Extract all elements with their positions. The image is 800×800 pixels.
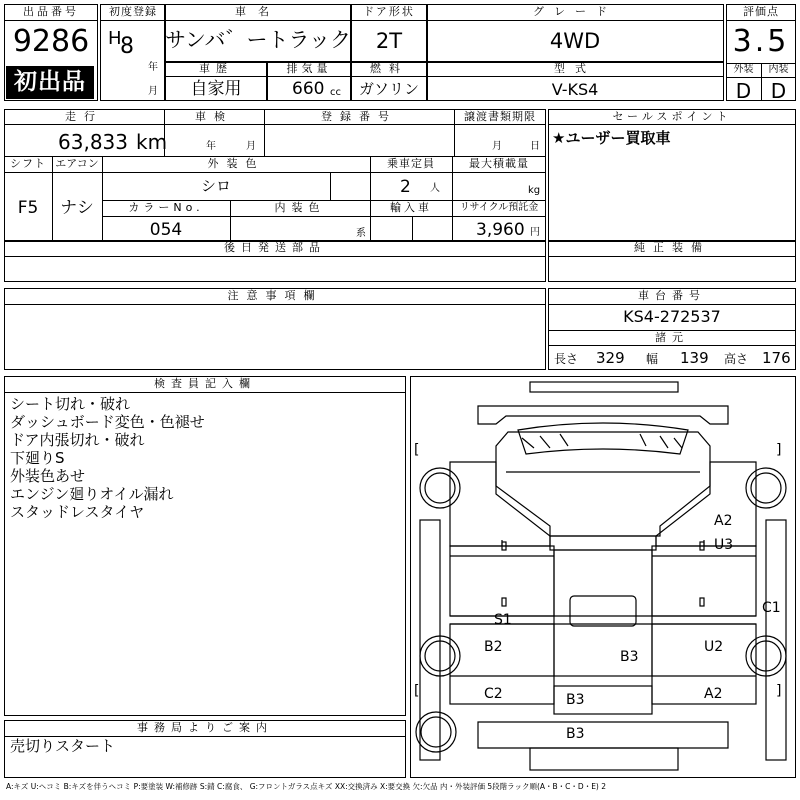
lot-number: 9286: [12, 24, 90, 59]
height-label: 高さ: [724, 352, 749, 366]
damage-label-u3: U3: [714, 537, 734, 553]
car-name-label: 車名: [235, 5, 281, 18]
displacement: 660: [292, 79, 325, 99]
transfer-month-unit: 月: [492, 141, 502, 152]
interior-color-label: 内装色: [274, 201, 326, 214]
capacity-unit: 人: [430, 183, 440, 194]
mileage-label: 走行: [65, 110, 103, 123]
score: 3.5: [732, 24, 790, 59]
office-message: 売切りスタート: [10, 737, 116, 755]
capacity: 2: [400, 177, 411, 197]
height: 176: [762, 349, 791, 367]
interior-grade: D: [770, 79, 787, 103]
grade: 4WD: [549, 29, 601, 53]
inspector-label: 検査員記入欄: [154, 377, 256, 390]
remark-line: シート切れ・破れ: [10, 395, 131, 413]
length: 329: [596, 349, 625, 367]
inspection-label: 車検: [195, 110, 233, 123]
color-number-label: カラーNo.: [128, 201, 204, 214]
air-conditioner-label: エアコン: [55, 157, 99, 170]
history-label: 車歴: [199, 62, 233, 75]
exterior-color: シロ: [200, 177, 231, 195]
bracket-mark: ]: [776, 683, 782, 699]
remark-line: スタッドレスタイヤ: [10, 503, 145, 521]
remark-line: ドア内張切れ・破れ: [10, 431, 145, 449]
grade-label: グレード: [533, 5, 617, 18]
door-type: 2T: [375, 29, 403, 53]
displacement-label: 排気量: [286, 62, 332, 75]
month-unit: 月: [148, 86, 158, 97]
width: 139: [680, 349, 709, 367]
damage-label-u2: U2: [704, 639, 724, 655]
damage-label-s1: S1: [494, 612, 512, 628]
max-load-label: 最大積載量: [469, 157, 529, 170]
width-label: 幅: [646, 352, 659, 366]
later-parts-label: 後日発送部品: [224, 241, 326, 254]
damage-label-a2-front-right: A2: [714, 513, 733, 529]
import-label: 輸入車: [390, 201, 432, 214]
model: V-KS4: [551, 80, 599, 99]
year-unit: 年: [148, 62, 158, 73]
sales-point: ★ユーザー買取車: [552, 129, 671, 147]
capacity-label: 乗車定員: [387, 157, 435, 170]
color-number: 054: [149, 220, 183, 240]
mileage-unit: km: [136, 130, 168, 154]
recycle-fee-unit: 円: [530, 227, 540, 238]
bracket-mark: [: [414, 442, 420, 458]
bracket-mark: [: [414, 683, 420, 699]
transfer-deadline-label: 譲渡書類期限: [464, 110, 536, 123]
remark-line: 下廻りS: [10, 449, 65, 467]
score-label: 評価点: [743, 5, 779, 18]
damage-label-b3-bed: B3: [620, 649, 639, 665]
chassis-number: KS4-272537: [623, 307, 721, 326]
remark-line: エンジン廻りオイル漏れ: [10, 485, 174, 503]
remark-line: ダッシュボード変色・色褪せ: [10, 413, 205, 431]
air-conditioner: ナシ: [60, 198, 94, 218]
mileage: 63,833: [58, 130, 128, 154]
inspection-year-unit: 年: [206, 141, 216, 152]
damage-label-c2: C2: [484, 686, 503, 702]
shift-label: シフト: [10, 157, 46, 170]
history: 自家用: [190, 79, 242, 99]
damage-label-c1: C1: [762, 600, 781, 616]
length-label: 長さ: [554, 352, 579, 366]
details-block: [4, 109, 546, 242]
exterior-color-label: 外装色: [207, 157, 265, 170]
door-type-label: ドア形状: [363, 5, 415, 18]
recycle-fee: 3,960: [476, 220, 525, 240]
exterior-grade-label: 外装: [733, 64, 754, 75]
remark-line: 外装色あせ: [10, 467, 86, 485]
damage-legend: A:キズ U:ヘコミ B:キズを伴うヘコミ P:要塗装 W:補修跡 S:錆 C:腐食、 G:フロントガラス点キズ XX:交換済み X:要交換 欠:欠品 内・外装評価 5段階ラック順(A・B・C・D・E) 2: [6, 782, 607, 791]
car-diagram: [410, 376, 796, 778]
car-name: サンバ゛ートラック: [164, 28, 352, 52]
fuel-label: 燃料: [370, 62, 408, 75]
dimensions-label: 諸元: [655, 331, 689, 344]
office-label: 事務局よりご案内: [137, 721, 273, 734]
notes-label: 注意事項欄: [227, 289, 323, 302]
displacement-unit: cc: [330, 87, 341, 98]
fuel: ガソリン: [358, 80, 419, 98]
damage-label-b2: B2: [484, 639, 503, 655]
damage-label-b3-tailgate: B3: [566, 692, 585, 708]
sales-point-label: セールスポイント: [612, 110, 732, 123]
first-listing-badge: 初出品: [6, 66, 94, 99]
damage-label-a2-rear-right: A2: [704, 686, 723, 702]
chassis-number-label: 車台番号: [638, 289, 706, 302]
recycle-fee-label: リサイクル預託金: [459, 202, 539, 213]
bracket-mark: ]: [776, 442, 782, 458]
first-registration-label: 初度登録: [109, 5, 157, 18]
inspection-month-unit: 月: [246, 141, 256, 152]
damage-label-b3-bumper: B3: [566, 726, 585, 742]
era: H: [108, 28, 122, 49]
shift: F5: [17, 198, 39, 218]
interior-color-unit: 系: [356, 228, 366, 239]
lot-number-label: 出品番号: [23, 5, 79, 18]
genuine-equipment-label: 純正装備: [634, 241, 710, 254]
interior-grade-label: 内装: [768, 64, 789, 75]
transfer-day-unit: 日: [530, 141, 540, 152]
max-load-unit: kg: [528, 185, 541, 196]
exterior-grade: D: [735, 79, 752, 103]
registration-number-label: 登録番号: [321, 110, 397, 123]
model-label: 型式: [554, 62, 596, 75]
first-registration-year: 8: [120, 34, 134, 59]
